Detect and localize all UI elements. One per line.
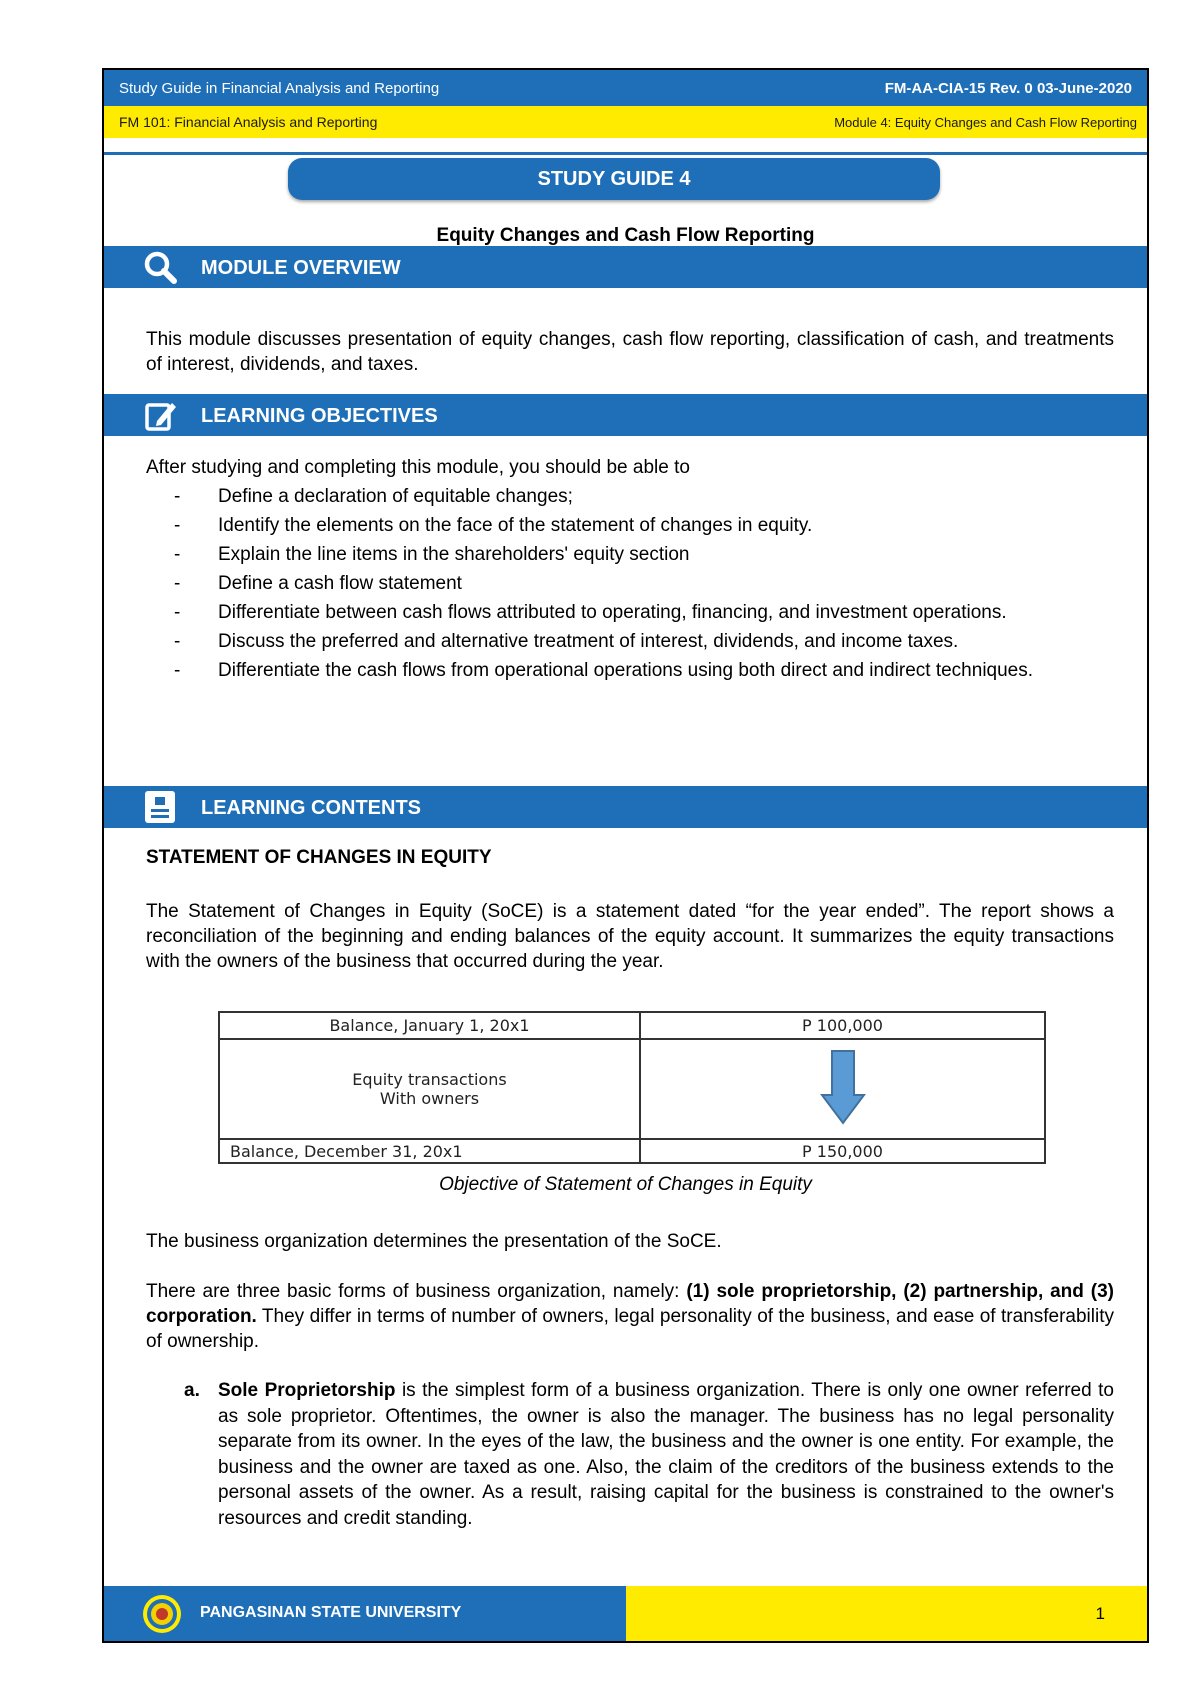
learning-contents-heading: LEARNING CONTENTS [201, 797, 421, 819]
course-title: FM 101: Financial Analysis and Reporting [119, 114, 378, 130]
module-overview-band [104, 246, 1147, 288]
bullet-dash: - [174, 486, 181, 507]
university-seal-icon [142, 1594, 182, 1634]
section-title: STATEMENT OF CHANGES IN EQUITY [146, 847, 492, 868]
item-marker: a. [184, 1380, 200, 1401]
sole-proprietorship-item [184, 1378, 1114, 1531]
module-overview-heading: MODULE OVERVIEW [201, 257, 401, 279]
list-item: - Define a declaration of equitable changes; [146, 482, 1114, 511]
magnifier-icon [142, 249, 178, 285]
list-item: - Discuss the preferred and alternative treatment of interest, dividends, and income taxes. [146, 627, 1114, 656]
bullet-dash: - [174, 544, 181, 565]
module-title: Module 4: Equity Changes and Cash Flow Reporting [834, 115, 1137, 130]
learning-contents-band [104, 786, 1147, 828]
soce-presentation: The business organization determines the presentation of the SoCE. [146, 1231, 722, 1252]
list-item: - Explain the line items in the shareholders' equity section [146, 540, 1114, 569]
header-bar [104, 70, 1147, 106]
table-row [219, 1012, 1045, 1039]
edit-pencil-icon [142, 397, 178, 433]
table-text: Equity transactions [352, 1070, 507, 1089]
table-text: With owners [379, 1089, 480, 1108]
learning-objectives-heading: LEARNING OBJECTIVES [201, 405, 438, 427]
objectives-intro: After studying and completing this module, you should be able to [146, 457, 690, 478]
down-arrow-icon [820, 1049, 866, 1125]
document-title: Equity Changes and Cash Flow Reporting [436, 225, 815, 246]
list-item: - Differentiate the cash flows from operational operations using both direct and indirect techniques. [146, 656, 1114, 685]
study-guide-banner: STUDY GUIDE 4 [288, 158, 940, 200]
table-cell: P 150,000 [640, 1139, 1045, 1163]
page-number: 1 [1095, 1604, 1105, 1623]
table-cell: Balance, January 1, 20x1 [219, 1012, 640, 1039]
item-term: Sole Proprietorship [218, 1380, 396, 1401]
list-item: - Differentiate between cash flows attributed to operating, financing, and investment operations. [146, 598, 1114, 627]
learning-objectives-band [104, 394, 1147, 436]
objectives-list [146, 482, 1114, 685]
list-item: - Identify the elements on the face of the statement of changes in equity. [146, 511, 1114, 540]
university-name: PANGASINAN STATE UNIVERSITY [200, 1604, 462, 1621]
soce-definition: The Statement of Changes in Equity (SoCE) is a statement dated “for the year ended”. The report shows a reconciliation of the beginning and ending balances of the equity account. It summarizes the equity transactions with the owners of the business that occurred during the year. [146, 901, 1114, 972]
table-cell [640, 1039, 1045, 1139]
bullet-dash: - [174, 660, 181, 681]
table-row [219, 1139, 1045, 1163]
list-item: - Define a cash flow statement [146, 569, 1114, 598]
subheader-bar [104, 106, 1147, 138]
table-caption: Objective of Statement of Changes in Equity [439, 1174, 812, 1195]
table-cell [219, 1039, 640, 1139]
business-forms-text: There are three basic forms of business organization, namely: (1) sole proprietorship, (2) partnership, and (3) corporation. They differ in terms of number of owners, legal personality of the business, and ease of transferability of ownership. [146, 1281, 1114, 1352]
table-cell: P 100,000 [640, 1012, 1045, 1039]
overview-text: This module discusses presentation of equity changes, cash flow reporting, classification of cash, and treatments of interest, dividends, and taxes. [146, 329, 1114, 375]
guide-title: Study Guide in Financial Analysis and Reporting [119, 80, 440, 97]
bullet-dash: - [174, 573, 181, 594]
form-code: FM-AA-CIA-15 Rev. 0 03-June-2020 [884, 80, 1132, 97]
bullet-dash: - [174, 631, 181, 652]
soce-table [218, 1011, 1046, 1164]
header-divider [104, 152, 1147, 155]
footer-page [626, 1586, 1147, 1641]
bullet-dash: - [174, 515, 181, 536]
document-icon [142, 789, 178, 825]
table-row [219, 1039, 1045, 1139]
item-text: is the simplest form of a business organization. There is only one owner referred to as sole proprietor. Oftentimes, the owner is also the manager. The business has no legal personality separate from its owner. In the eyes of the law, the business and the owner is one entity. For example, the business and the owner are taxed as one. Also, the claim of the creditors of the business extends to the personal assets of the owner. As a result, raising capital for the business is constrained to the owner's resources and credit standing. [218, 1380, 1114, 1529]
bullet-dash: - [174, 602, 181, 623]
footer-university [104, 1586, 626, 1641]
table-cell: Balance, December 31, 20x1 [219, 1139, 640, 1163]
